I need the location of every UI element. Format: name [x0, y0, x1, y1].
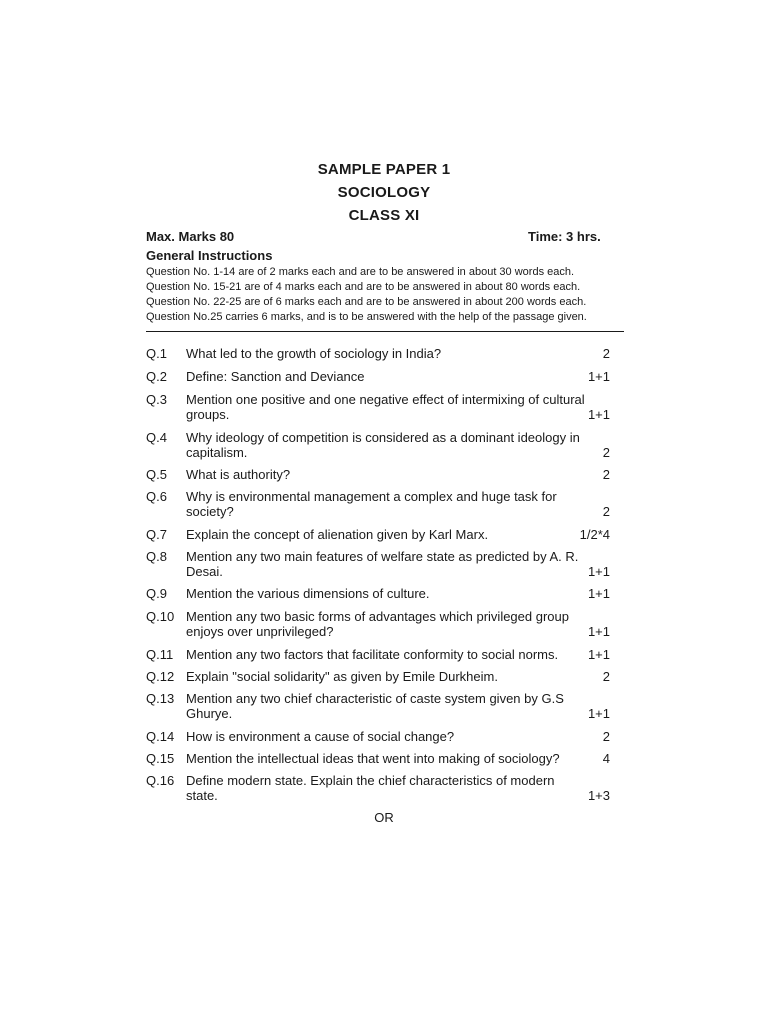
question-number: Q.5 — [146, 467, 167, 482]
question-body — [186, 773, 626, 803]
question-body — [186, 691, 626, 721]
question-text: Explain the concept of alienation given by Karl Marx. — [186, 527, 489, 542]
question-text-line — [186, 691, 626, 706]
question-number: Q.13 — [146, 691, 175, 706]
class-title: CLASS XI — [348, 207, 420, 224]
question-text: Why is environmental management a complex and huge task for — [186, 489, 557, 504]
question-number: Q.12 — [146, 669, 175, 684]
or-separator: OR — [374, 810, 394, 825]
question-text-line — [186, 392, 626, 407]
question-marks: 1+1 — [587, 647, 610, 662]
question-body — [186, 669, 626, 684]
question-text: Define: Sanction and Deviance — [186, 369, 365, 384]
question-text-line — [186, 445, 626, 460]
question-body — [186, 609, 626, 639]
time-allowed: Time: 3 hrs. — [528, 229, 601, 244]
instruction-line: Question No. 15-21 are of 4 marks each and are to be answered in about 80 words each. — [146, 281, 581, 293]
question-number: Q.9 — [146, 586, 167, 601]
question-number: Q.15 — [146, 751, 175, 766]
question-body — [186, 647, 626, 662]
question-body — [186, 729, 626, 744]
question-text: Why ideology of competition is considered as a dominant ideology in — [186, 430, 580, 445]
instruction-line: Question No. 1-14 are of 2 marks each and are to be answered in about 30 words each. — [146, 266, 575, 278]
question-marks: 1+1 — [587, 586, 610, 601]
question-number: Q.14 — [146, 729, 175, 744]
question-marks: 2 — [602, 729, 610, 744]
question-text: Mention any two main features of welfare state as predicted by A. R. — [186, 549, 579, 564]
general-instructions-heading: General Instructions — [146, 248, 273, 263]
question-number: Q.1 — [146, 346, 167, 361]
question-text-line — [186, 751, 626, 766]
question-marks: 4 — [602, 751, 610, 766]
question-text-line — [186, 467, 626, 482]
question-text-line — [186, 369, 626, 384]
question-text-line — [186, 586, 626, 601]
question-text: How is environment a cause of social change? — [186, 729, 455, 744]
question-number: Q.7 — [146, 527, 167, 542]
question-text-line — [186, 504, 626, 519]
question-text-line — [186, 706, 626, 721]
paper-title: SAMPLE PAPER 1 — [317, 161, 451, 178]
question-number: Q.8 — [146, 549, 167, 564]
question-text-line — [186, 773, 626, 788]
question-marks: 1+1 — [587, 407, 610, 422]
question-body — [186, 369, 626, 384]
question-text-line — [186, 527, 626, 542]
question-text: Explain "social solidarity" as given by Emile Durkheim. — [186, 669, 498, 684]
question-text-line — [186, 407, 626, 422]
question-marks: 1+3 — [587, 788, 610, 803]
question-text: Mention the intellectual ideas that went into making of sociology? — [186, 751, 560, 766]
max-marks: Max. Marks 80 — [146, 229, 235, 244]
question-body — [186, 549, 626, 579]
question-text: Mention any two basic forms of advantages which privileged group — [186, 609, 569, 624]
section-divider — [146, 331, 624, 332]
question-text: Mention any two chief characteristic of caste system given by G.S — [186, 691, 564, 706]
question-text-line — [186, 647, 626, 662]
question-body — [186, 430, 626, 460]
question-text-line — [186, 549, 626, 564]
question-text-line — [186, 609, 626, 624]
question-marks: 2 — [602, 445, 610, 460]
question-text-line — [186, 430, 626, 445]
question-text: groups. — [186, 407, 230, 422]
question-text-line — [186, 669, 626, 684]
instruction-line: Question No.25 carries 6 marks, and is to be answered with the help of the passage given. — [146, 311, 587, 323]
question-text-line — [186, 624, 626, 639]
question-body — [186, 751, 626, 766]
question-number: Q.2 — [146, 369, 167, 384]
question-text: Define modern state. Explain the chief characteristics of modern — [186, 773, 555, 788]
question-body — [186, 346, 626, 361]
question-marks: 2 — [602, 346, 610, 361]
question-text-line — [186, 346, 626, 361]
question-text: Desai. — [186, 564, 223, 579]
question-number: Q.16 — [146, 773, 175, 788]
question-text: Ghurye. — [186, 706, 233, 721]
question-marks: 1/2*4 — [579, 527, 610, 542]
question-body — [186, 586, 626, 601]
subject-title: SOCIOLOGY — [337, 184, 431, 201]
question-number: Q.11 — [146, 647, 174, 662]
question-text: Mention the various dimensions of culture. — [186, 586, 430, 601]
question-number: Q.3 — [146, 392, 167, 407]
question-text: capitalism. — [186, 445, 248, 460]
question-body — [186, 392, 626, 422]
question-marks: 1+1 — [587, 706, 610, 721]
question-marks: 2 — [602, 669, 610, 684]
question-text: enjoys over unprivileged? — [186, 624, 334, 639]
question-text-line — [186, 564, 626, 579]
question-text-line — [186, 788, 626, 803]
question-marks: 2 — [602, 504, 610, 519]
question-text: What is authority? — [186, 467, 291, 482]
question-body — [186, 489, 626, 519]
question-text: Mention any two factors that facilitate conformity to social norms. — [186, 647, 559, 662]
question-number: Q.4 — [146, 430, 167, 445]
question-marks: 1+1 — [587, 624, 610, 639]
question-marks: 2 — [602, 467, 610, 482]
question-text: Mention one positive and one negative effect of intermixing of cultural — [186, 392, 585, 407]
question-text: society? — [186, 504, 234, 519]
question-text-line — [186, 729, 626, 744]
question-marks: 1+1 — [587, 369, 610, 384]
question-text: What led to the growth of sociology in India? — [186, 346, 442, 361]
question-text-line — [186, 489, 626, 504]
instruction-line: Question No. 22-25 are of 6 marks each and are to be answered in about 200 words each. — [146, 296, 587, 308]
question-number: Q.6 — [146, 489, 167, 504]
question-marks: 1+1 — [587, 564, 610, 579]
question-body — [186, 527, 626, 542]
question-body — [186, 467, 626, 482]
question-text: state. — [186, 788, 218, 803]
question-number: Q.10 — [146, 609, 175, 624]
